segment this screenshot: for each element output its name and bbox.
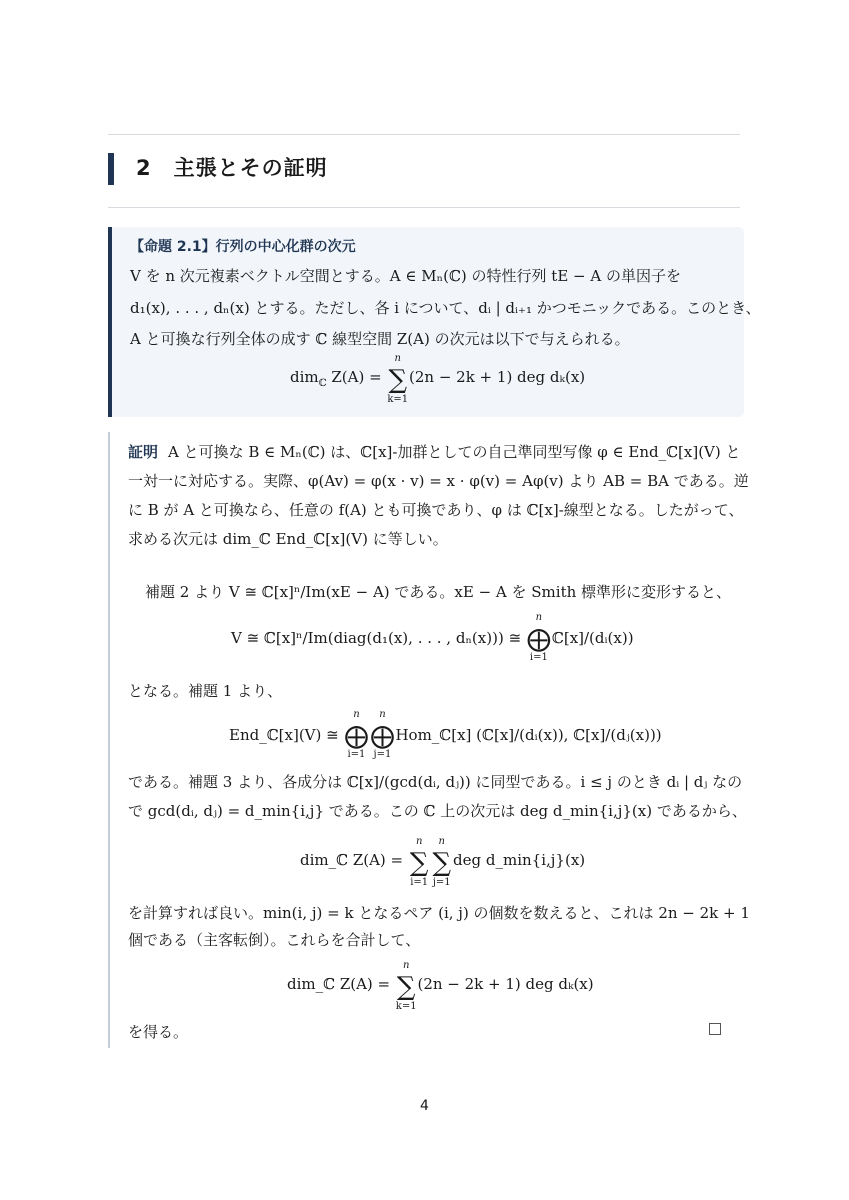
proof-line: を計算すれば良い。min(i, j) = k となるペア (i, j) の個数を数えると、これは 2n − 2k + 1 — [128, 904, 750, 922]
eq-rhs: Hom_ℂ[x] (ℂ[x]/(dᵢ(x)), ℂ[x]/(dⱼ(x))) — [395, 726, 662, 744]
proposition-line: d₁(x), . . . , dₙ(x) とする。ただし、各 i について、dᵢ | dᵢ₊₁ かつモニックである。このとき、 — [130, 299, 761, 317]
proof-bar — [108, 432, 110, 1048]
section-rule — [108, 207, 740, 208]
eq-rhs: (2n − 2k + 1) deg dₖ(x) — [409, 368, 586, 386]
page-number: 4 — [420, 1098, 429, 1114]
eq-lhs: dim_ℂ Z(A) = — [287, 975, 395, 993]
section-number: 2 — [136, 156, 152, 180]
eq-rhs: deg d_min{i,j}(x) — [453, 851, 586, 869]
sum-symbol: ∑ n i=1 — [410, 850, 429, 876]
qed-square — [709, 1023, 721, 1035]
proof-line: 補題 2 より V ≅ ℂ[x]ⁿ/Im(xE − A) である。xE − A を Smith 標準形に変形すると、 — [145, 583, 732, 601]
eq-lhs: dim_ℂ Z(A) = — [300, 851, 408, 869]
proof-line: である。補題 3 より、各成分は ℂ[x]/(gcd(dᵢ, dⱼ)) に同型である。i ≤ j のとき dᵢ | dⱼ なの — [128, 773, 743, 791]
proof-line: 個である（主客転倒）。これらを合計して、 — [128, 931, 421, 949]
sum-symbol: ∑ n j=1 — [432, 850, 451, 876]
proof-line: 求める次元は dim_ℂ End_ℂ[x](V) に等しい。 — [128, 530, 448, 548]
oplus-upper: n — [353, 709, 360, 720]
proposition-box — [108, 227, 761, 417]
sum-lower: k=1 — [395, 1001, 417, 1012]
section-title: 主張とその証明 — [173, 156, 328, 180]
proof-text: A と可換な B ∈ Mₙ(ℂ) は、ℂ[x]-加群としての自己準同型写像 φ ∈ End_ℂ[x](V) と — [168, 443, 741, 461]
proof-line: を得る。 — [128, 1023, 189, 1041]
sum-symbol: ∑ n k=1 — [388, 367, 407, 393]
proof-line: となる。補題 1 より、 — [128, 682, 283, 700]
proposition-line: V を n 次元複素ベクトル空間とする。A ∈ Mₙ(ℂ) の特性行列 tE − A の単因子を — [130, 267, 681, 285]
equation-double-sum — [300, 836, 586, 888]
sum-upper: n — [394, 353, 401, 364]
equation-smith — [231, 612, 634, 663]
eq-lhs: V ≅ ℂ[x]ⁿ/Im(diag(d₁(x), . . . , dₙ(x))) ≅ — [231, 629, 526, 647]
top-rule — [108, 134, 740, 135]
section-heading — [136, 152, 328, 182]
sum-upper: n — [438, 836, 445, 847]
oplus-lower: j=1 — [373, 749, 392, 760]
sum-lower: i=1 — [410, 877, 429, 888]
equation-end — [229, 709, 662, 760]
sum-upper: n — [402, 960, 410, 971]
oplus-lower: i=1 — [347, 749, 366, 760]
oplus-lower: i=1 — [529, 652, 548, 663]
eq-rhs: (2n − 2k + 1) deg dₖ(x) — [417, 975, 594, 993]
eq-mid: Z(A) = — [326, 368, 387, 386]
section-accent-bar — [108, 153, 114, 185]
eq-rhs: ℂ[x]/(dᵢ(x)) — [551, 629, 634, 647]
sum-lower: j=1 — [432, 877, 451, 888]
proof-label: 証明 — [128, 443, 159, 461]
sum-lower: k=1 — [387, 394, 409, 405]
proof-line: で gcd(dᵢ, dⱼ) = d_min{i,j} である。この ℂ 上の次元は deg d_min{i,j}(x) であるから、 — [128, 802, 747, 820]
equation-final — [287, 960, 594, 1012]
proposition-title: 【命題 2.1】行列の中心化群の次元 — [130, 239, 356, 255]
oplus-symbol: ⨁ n i=1 — [344, 724, 368, 748]
eq-lhs: End_ℂ[x](V) ≅ — [229, 726, 344, 744]
oplus-upper: n — [535, 612, 543, 623]
sum-upper: n — [415, 836, 423, 847]
proof-line — [128, 441, 741, 462]
eq-dim: dim — [290, 368, 319, 386]
proof-line: 一対一に対応する。実際、φ(Av) = φ(x · v) = x · φ(v) = Aφ(v) より AB = BA である。逆 — [128, 472, 749, 490]
proposition-line: A と可換な行列全体の成す ℂ 線型空間 Z(A) の次元は以下で与えられる。 — [130, 330, 630, 348]
proof-line: に B が A と可換なら、任意の f(A) とも可換であり、φ は ℂ[x]-線型となる。したがって、 — [128, 501, 744, 519]
oplus-upper: n — [379, 709, 386, 720]
oplus-symbol: ⨁ n j=1 — [370, 724, 394, 748]
oplus-symbol: ⨁ n i=1 — [527, 627, 551, 651]
sum-symbol: ∑ n k=1 — [397, 974, 416, 1000]
proposition-equation — [290, 353, 586, 405]
eq-dim-sub: ℂ — [318, 378, 327, 389]
